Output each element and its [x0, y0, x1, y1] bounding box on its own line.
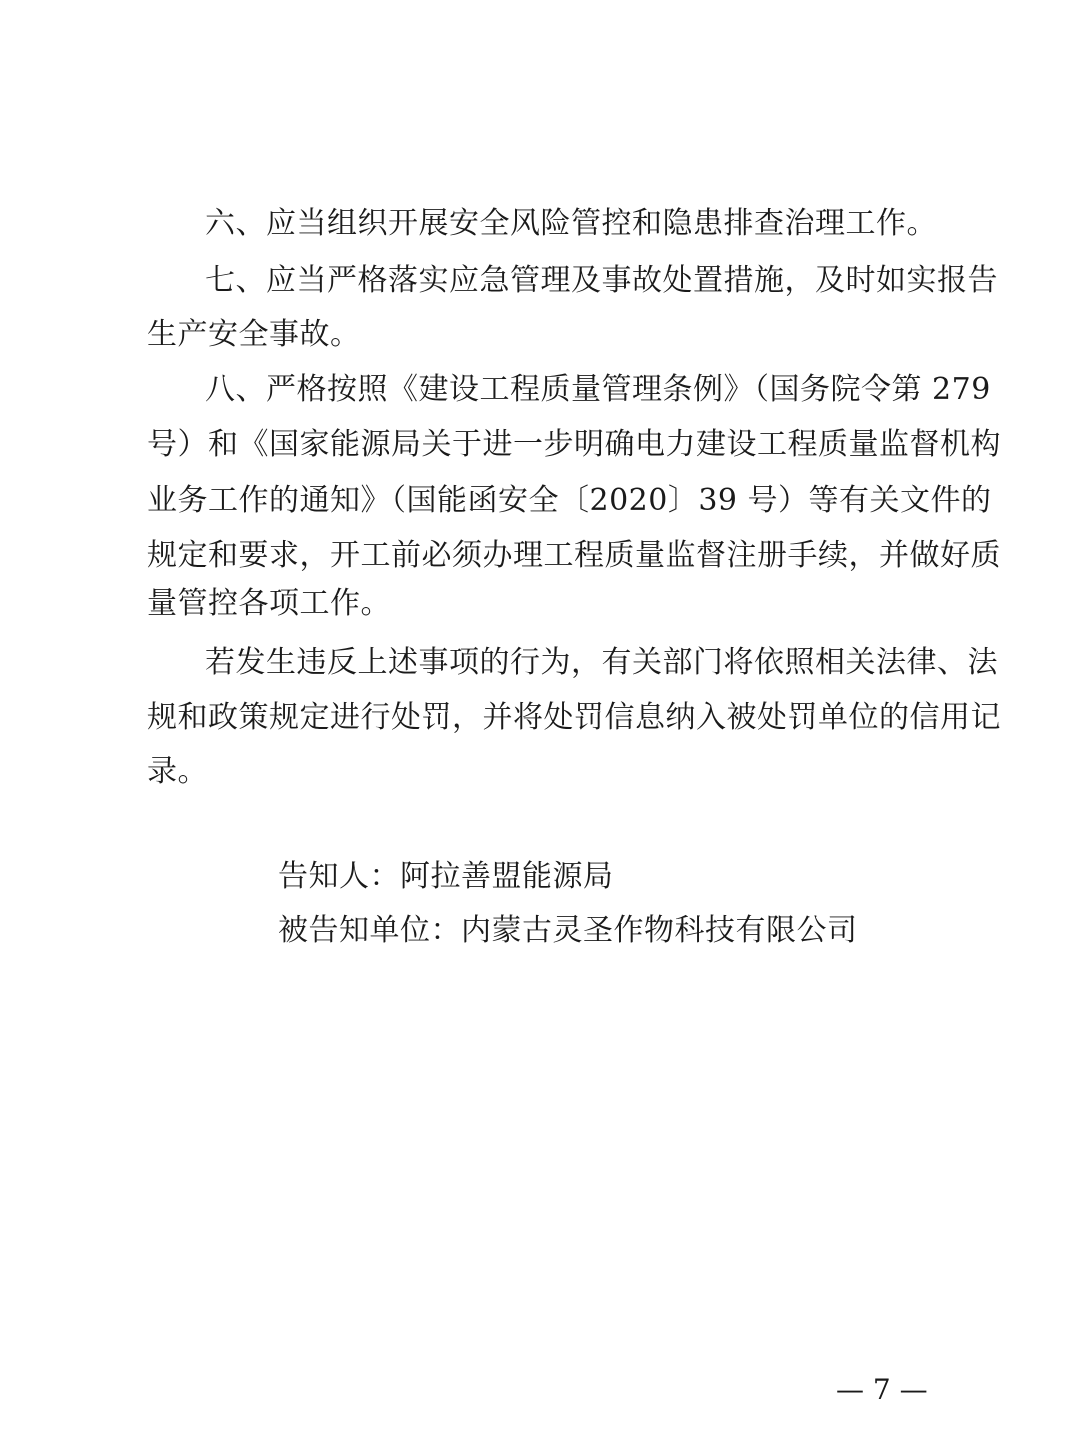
notifier: 告知人：阿拉善盟能源局 [278, 859, 614, 894]
item-8-line-2: 号）和《国家能源局关于进一步明确电力建设工程质量监督机构 [147, 427, 1001, 462]
penalty-line-2: 规和政策规定进行处罚，并将处罚信息纳入被处罚单位的信用记 [147, 700, 1001, 735]
penalty-line-1: 若发生违反上述事项的行为，有关部门将依照相关法律、法 [205, 645, 998, 680]
notified-unit: 被告知单位：内蒙古灵圣作物科技有限公司 [278, 913, 858, 948]
item-8-line-5: 量管控各项工作。 [147, 586, 391, 621]
item-6-line-1: 六、应当组织开展安全风险管控和隐患排查治理工作。 [205, 206, 937, 241]
item-7-line-1: 七、应当严格落实应急管理及事故处置措施，及时如实报告 [205, 263, 998, 298]
item-7-line-2: 生产安全事故。 [147, 317, 361, 352]
item-8-line-1: 八、严格按照《建设工程质量管理条例》（国务院令第 279 [205, 372, 991, 407]
page-number: — 7 — [836, 1373, 928, 1406]
item-8-line-4: 规定和要求，开工前必须办理工程质量监督注册手续，并做好质 [147, 538, 1001, 573]
penalty-line-3: 录。 [147, 754, 208, 789]
item-8-line-3: 业务工作的通知》（国能函安全〔2020〕39 号）等有关文件的 [147, 483, 992, 518]
